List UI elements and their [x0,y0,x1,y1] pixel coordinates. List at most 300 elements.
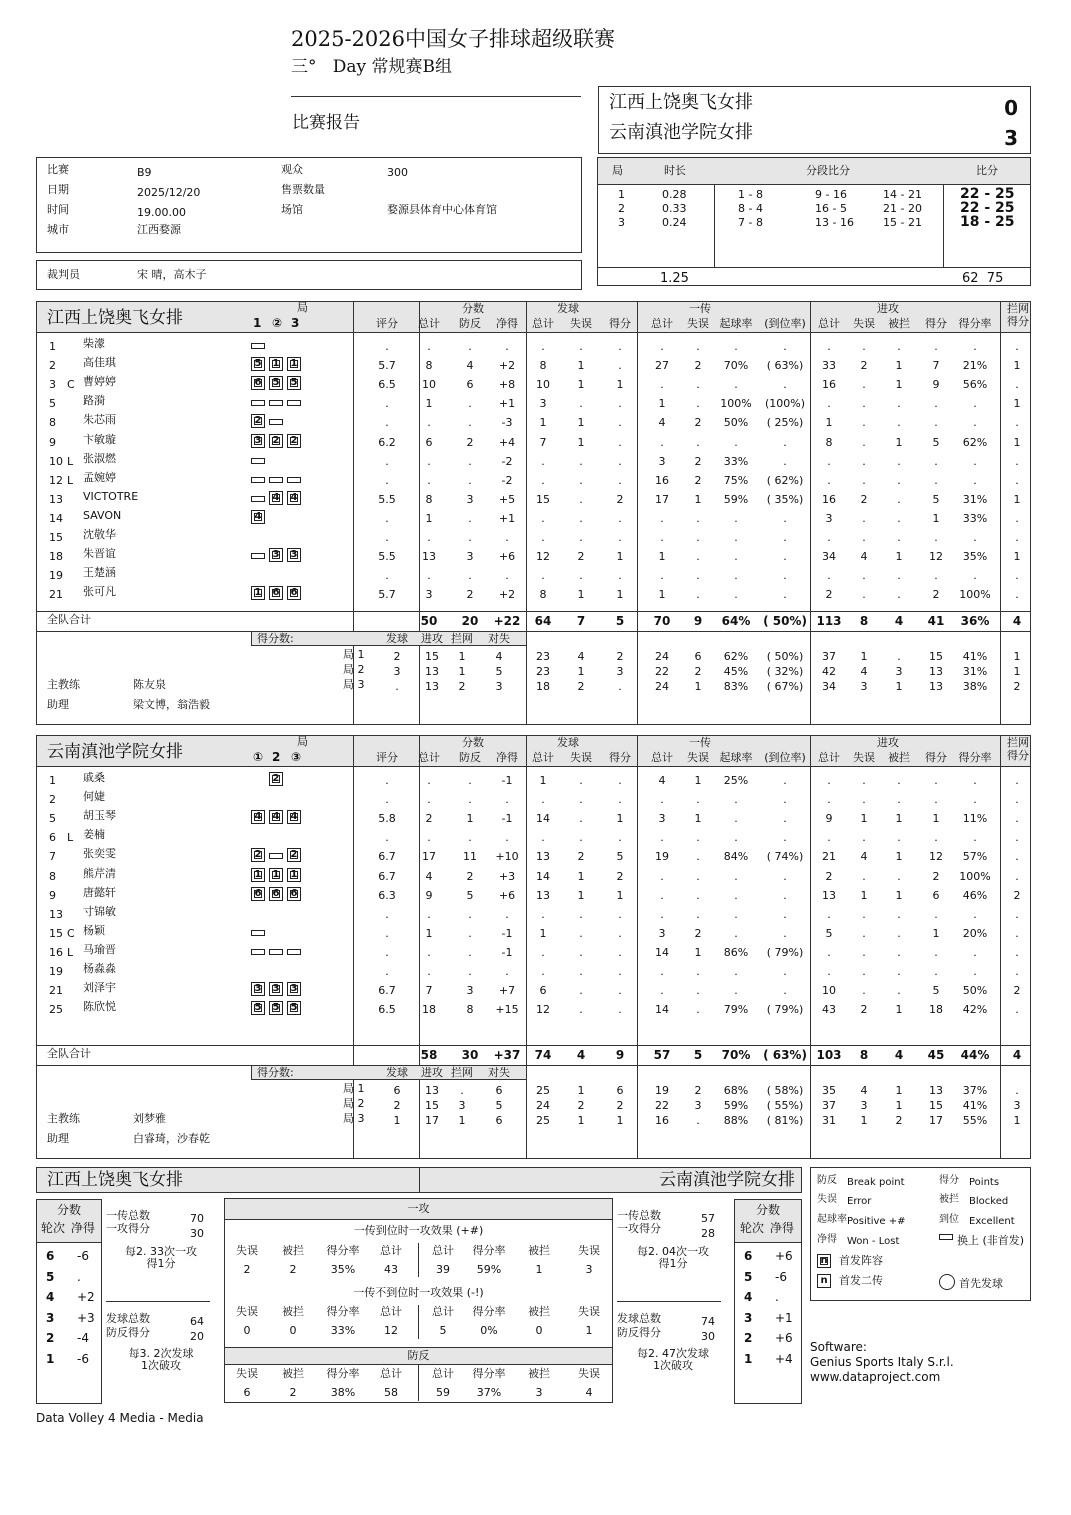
attack-col-header: 得分率 [326,1305,360,1318]
stat-cell: -1 [501,774,513,787]
stat-cell: . [1015,569,1019,583]
starting-position-box: 5 [269,376,283,390]
stat-cell: 50% [962,984,988,998]
hdr-points: 分数 [462,302,484,315]
set-stat-cell: 2 [895,1114,903,1127]
stat-cell: . [427,569,431,583]
stat-cell: . [468,926,472,940]
starting-position-box: 4 [269,810,283,824]
stat-cell: 5 [825,926,833,940]
stat-cell: . [934,397,938,411]
total-cell: ( 63%) [763,1048,807,1062]
stat-cell: . [734,550,738,564]
player-row [37,413,1030,431]
stat-cell: 1 [694,812,702,826]
stat-cell: 59% [723,492,749,506]
stat-cell: . [827,945,831,959]
set-stat-cell: 1 [1013,1114,1021,1127]
stat-cell: . [827,965,831,978]
stat-cell: 5 [616,850,624,864]
player-name: SAVON [83,508,122,522]
stat-cell: . [468,793,472,807]
stat-cell: 12 [536,1003,550,1017]
stat-cell: 1 [932,511,940,525]
stat-cell: 2 [694,926,702,940]
player-lineup [251,338,269,357]
stat-cell: . [783,888,787,902]
set-stat-cell: 6 [616,1084,624,1097]
set-set: 2 [618,202,625,215]
stat-cell: ( 62%) [766,473,804,487]
stat-cell: 5.7 [378,359,396,373]
stat-cell: . [862,926,866,940]
stat-cell: 6 [466,378,474,392]
set-stat-cell: 31% [962,665,988,678]
player-row [37,375,1030,393]
rotation-net: -6 [77,1249,89,1263]
stat-cell: . [618,1003,622,1017]
starting-position-box: 2 [251,848,265,862]
stat-cell: 21 [822,850,836,864]
summary-a-text [106,1205,216,1405]
stat-cell: 1 [577,435,585,449]
stat-cell: 33 [822,359,836,373]
stat-cell: . [783,984,787,998]
stat-cell: . [660,869,664,883]
stat-cell: . [934,473,938,487]
stat-cell: . [783,454,787,468]
stat-cell: . [934,416,938,430]
stat-cell: . [862,907,866,921]
stat-cell: 5 [932,435,940,449]
stat-cell: 11% [962,812,988,826]
stat-cell: +10 [495,850,519,864]
player-row [37,452,1030,470]
stat-cell: 75% [723,473,749,487]
set-stat-cell: 2 [577,680,585,693]
stat-cell: 57% [962,850,988,864]
rotation-net: +2 [77,1290,95,1304]
set-score: 22 - 25 [960,186,1015,202]
stat-cell: . [973,340,977,353]
stat-cell: . [827,454,831,468]
rotation-net: +4 [775,1351,793,1366]
player-row [37,547,1030,565]
hdr-srv_total: 总计 [532,317,554,330]
stat-cell: . [385,511,389,525]
stat-cell: . [1015,511,1019,525]
player-row [37,905,1030,923]
stat-cell: 1 [1013,397,1021,411]
stat-cell: . [618,793,622,807]
a-bp: 20 [190,1330,204,1343]
stat-cell: 1 [895,1003,903,1017]
stat-cell: . [1015,454,1019,468]
stat-cell: . [427,831,431,845]
b-srv-total-label: 发球总数 [617,1312,661,1325]
stat-cell: 2 [1013,888,1021,902]
rot-b-h1: 轮次 [740,1221,765,1235]
player-lineup [251,848,305,867]
stat-cell: 6.2 [378,435,396,449]
starting-position-box: 2 [269,772,283,786]
hdr-block-points: 得分 [1007,749,1029,762]
attack-col-header: 失误 [578,1305,600,1318]
set-stat-cell: 37% [962,1084,988,1097]
rot-a-h1: 轮次 [41,1221,66,1235]
stat-cell: -2 [501,473,513,487]
stat-cell: +4 [498,435,516,449]
attack-cell: 0 [535,1324,543,1337]
sub-bar-icon [939,1234,953,1240]
stat-cell: 1 [425,926,433,940]
attack-cell: 6 [243,1386,251,1399]
set-stat-cell: 1 [1013,665,1021,678]
set-stat-cell: 3 [860,1099,868,1112]
stat-cell: . [783,531,787,544]
team-b-stats [36,735,1031,1159]
stat-cell: 5.5 [378,550,396,564]
stat-cell: . [827,907,831,921]
starting-position-box: 6 [251,376,265,390]
stat-cell: . [696,340,700,353]
points-by-label: 得分数: [257,1066,294,1079]
set-stat-cell: 1 [694,680,702,693]
stat-cell: 2 [616,869,624,883]
stat-cell: . [862,340,866,353]
total-cell: 64% [721,614,751,628]
attack-cell: 58 [384,1386,398,1399]
stat-cell: . [385,774,389,787]
stat-cell: . [734,511,738,525]
stat-cell: 5 [932,984,940,998]
a-srv-total-label: 发球总数 [106,1312,150,1325]
player-role: L [67,831,74,845]
a-first-pts-label: 一攻得分 [106,1222,150,1235]
starting-position-box: 5 [269,1001,283,1015]
hdr-pts_net: 净得 [496,751,518,764]
stat-cell: . [660,511,664,525]
stat-cell: . [505,569,509,583]
player-number: 5 [49,812,56,826]
stat-cell: . [862,945,866,959]
stat-cell: 1 [616,378,624,392]
rotation-number: 5 [46,1269,55,1284]
stat-cell: 1 [577,416,585,430]
stat-cell: . [468,774,472,787]
stat-cell: 9 [425,888,433,902]
hdr-rec_exc: (到位率) [764,751,806,764]
stat-cell: . [505,793,509,807]
stat-cell: . [973,454,977,468]
stat-cell: . [468,340,472,353]
stat-cell: . [468,965,472,978]
stat-cell: . [427,531,431,544]
points-by-cell: 5 [495,665,503,678]
stat-cell: 2 [1013,984,1021,998]
stat-cell: 3 [658,926,666,940]
stat-cell: . [660,435,664,449]
stat-cell: . [618,454,622,468]
label-city: 城市 [47,223,69,236]
substitution-bar [251,496,265,502]
stat-cell: . [862,435,866,449]
total-cell: 70 [653,614,671,628]
stat-cell: . [385,569,389,583]
stat-cell: 2 [932,869,940,883]
set-stat-cell: 24 [655,650,669,663]
stat-cell: . [897,869,901,883]
set-stat-cell: 15 [929,650,943,663]
stat-cell: . [385,340,389,353]
stat-cell: ( 79%) [766,1003,804,1017]
player-number: 7 [49,850,56,864]
player-name: 孟婉婷 [83,470,116,484]
set-stat-cell: 13 [929,680,943,693]
rotation-net: +1 [775,1310,793,1325]
starting-square-icon: n [817,1254,831,1268]
stat-cell: 7 [425,984,433,998]
stat-cell: . [696,965,700,978]
stat-cell: . [934,793,938,807]
points-by-cell: . [395,680,399,693]
player-row [37,433,1030,451]
starting-position-box: 4 [287,491,301,505]
set-stat-cell: ( 55%) [766,1099,804,1112]
attack-col-header: 总计 [432,1305,454,1318]
player-number: 21 [49,984,63,998]
hdr-serve: 发球 [557,736,579,749]
player-row [37,490,1030,508]
set-stat-cell: 3 [616,665,624,678]
starting-position-box: 4 [251,510,265,524]
stat-cell: 2 [577,550,585,564]
stat-cell: 6 [425,435,433,449]
stat-cell: . [1015,793,1019,807]
stat-cell: . [618,416,622,430]
stat-cell: +3 [498,869,516,883]
hdr-srv_pts: 得分 [609,317,631,330]
stat-cell: 12 [929,550,943,564]
total-cell: 41 [927,614,945,628]
stat-cell: 14 [655,945,669,959]
points-by-cell: 5 [495,1099,503,1112]
stat-cell: . [505,831,509,845]
stat-cell: . [468,831,472,845]
stat-cell: +2 [498,588,516,602]
points-by-label: 得分数: [257,632,294,645]
starting-position-box: 6 [269,887,283,901]
stat-cell: . [385,397,389,411]
stat-cell: 31% [962,492,988,506]
label-date: 日期 [47,183,69,196]
stat-cell: . [541,569,545,583]
player-row [37,847,1030,865]
stat-cell: . [541,831,545,845]
set-stat-cell: 17 [929,1114,943,1127]
player-number: 15 [49,926,63,940]
stat-cell: . [862,965,866,978]
set-stat-cell: 1 [577,1084,585,1097]
stat-cell: . [618,831,622,845]
stat-cell: . [827,340,831,353]
label-match: 比赛 [47,163,69,176]
stat-cell: 1 [860,888,868,902]
hdr-reception: 一传 [689,736,711,749]
attack-col-header: 总计 [432,1367,454,1380]
stat-cell: 1 [895,359,903,373]
player-row [37,828,1030,846]
stat-cell: 43 [822,1003,836,1017]
player-number: 19 [49,965,63,978]
score-team-a: 江西上饶奥飞女排 [609,92,753,113]
stat-cell: . [468,531,472,544]
set-row-label: 局 2 [343,663,365,676]
attack-cell: 2 [289,1263,297,1276]
stat-cell: . [734,869,738,883]
player-lineup [251,491,305,510]
substitution-bar [251,553,265,559]
rotation-a [36,1199,102,1404]
b-rate3: 每2. 47次发球 [637,1347,709,1360]
set-row-label: 局 1 [343,648,365,661]
stat-cell: . [973,473,977,487]
summary-team-a: 江西上饶奥飞女排 [47,1170,183,1190]
stat-cell: . [934,945,938,959]
attack-cell: 3 [535,1386,543,1399]
stat-cell: . [579,492,583,506]
total-cell: +37 [493,1048,521,1062]
set-p1: 1 - 8 [738,188,763,201]
total-cell: 36% [960,614,990,628]
stat-cell: . [660,907,664,921]
stat-cell: +15 [495,1003,519,1017]
hdr-pts_total: 总计 [418,317,440,330]
label-referees: 裁判员 [47,268,80,281]
player-row [37,962,1030,980]
legend-value: Points [969,1177,1000,1188]
stat-cell: . [1015,473,1019,487]
player-row [37,924,1030,942]
stat-cell: . [1015,416,1019,430]
hdr-reception: 一传 [689,302,711,315]
attack-col-header: 被拦 [282,1305,304,1318]
points-by-cell: 1 [458,1114,466,1127]
stat-cell: . [579,397,583,411]
stat-cell: . [783,340,787,353]
rot-a-h2: 净得 [71,1221,96,1235]
stat-cell: . [827,774,831,787]
stat-cell: +6 [498,550,516,564]
hdr-score: 比分 [976,164,998,177]
substitution-bar [251,949,265,955]
assistant-label: 助理 [47,698,69,711]
attack-cell: 38% [330,1386,356,1399]
substitution-bar [251,477,265,483]
hdr-rec_total: 总计 [651,751,673,764]
total-cell: 5 [693,1048,703,1062]
stat-cell: . [897,397,901,411]
label-venue: 场馆 [281,203,303,216]
stat-cell: . [696,869,700,883]
stat-cell: . [862,473,866,487]
stat-cell: 13 [536,850,550,864]
player-row [37,566,1030,584]
player-row [37,809,1030,827]
stat-cell: . [541,907,545,921]
total-cell: 4 [894,1048,904,1062]
stat-cell: 2 [425,812,433,826]
attack-cell: 12 [384,1324,398,1337]
hdr-rec_total: 总计 [651,317,673,330]
set-stat-cell: 22 [655,1099,669,1112]
stat-cell: . [696,531,700,544]
total-cell: 4 [1012,614,1022,628]
stat-cell: . [862,774,866,787]
player-number: 1 [49,774,56,787]
player-lineup [251,510,269,529]
set-stat-cell: 13 [929,1084,943,1097]
set-stat-cell: 1 [616,1114,624,1127]
stat-cell: 18 [422,1003,436,1017]
set-stat-cell: 2 [616,1099,624,1112]
first-serve-circle-icon [939,1274,955,1290]
b-bp-label: 防反得分 [617,1326,661,1339]
venue: 婺源县体育中心体育馆 [387,203,497,216]
player-number: 8 [49,869,56,883]
set-stat-cell: 1 [895,1099,903,1112]
stat-cell: 10 [536,378,550,392]
set-stat-cell: 15 [929,1099,943,1112]
stat-cell: . [1015,588,1019,602]
player-name: 张淑燃 [83,451,116,465]
hdr-srv_total: 总计 [532,751,554,764]
b-srv-total: 74 [701,1315,715,1328]
total-cell: 74 [534,1048,552,1062]
stat-cell: . [579,511,583,525]
stat-cell: . [660,965,664,978]
stat-cell: 14 [536,869,550,883]
total-score: 62 75 [962,271,1004,286]
stat-cell: . [783,793,787,807]
stat-cell: 3 [825,511,833,525]
stat-cell: . [505,907,509,921]
stat-cell: 5.5 [378,492,396,506]
player-number: 9 [49,435,56,449]
stat-cell: 2 [825,588,833,602]
stat-cell: 1 [577,888,585,902]
player-number: 9 [49,888,56,902]
stat-cell: . [427,340,431,353]
rotation-number: 6 [46,1249,55,1263]
hdr-att_pts: 得分 [925,317,947,330]
attack-col-header: 得分率 [472,1244,506,1257]
substitution-bar [251,343,265,349]
player-name: 何婕 [83,790,105,804]
match-info [36,157,582,253]
rotation-net: . [77,1269,81,1284]
stat-cell: . [541,965,545,978]
coach: 刘梦雅 [133,1112,166,1125]
set-stat-cell: 4 [860,665,868,678]
set-mark: ① [253,750,264,764]
points-by-cell: 3 [495,680,503,693]
referees: 宋 晴，高木子 [137,268,207,281]
substitution-bar [269,419,283,425]
set-stat-cell: 45% [723,665,749,678]
stat-cell: 2 [466,588,474,602]
player-role: L [67,945,74,959]
